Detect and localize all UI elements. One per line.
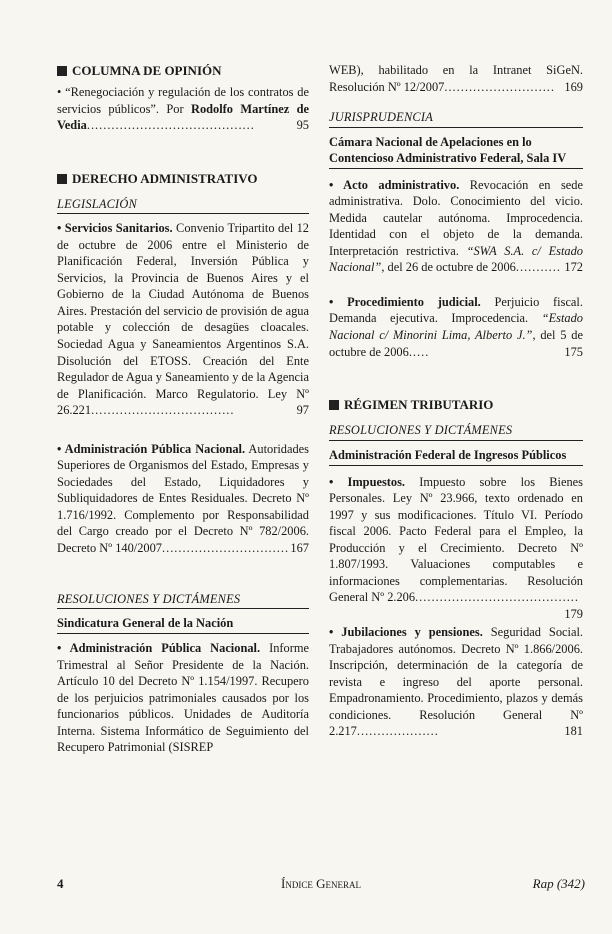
- entry-heading: • Acto administrativo.: [329, 177, 460, 192]
- entry-jubilaciones: • Jubilaciones y pensiones. Seguridad Social. Trabajadores autónomos. Decreto Nº 1.866/2006. Inscripción, determinación de la categoría de revista e ingreso del aporte personal. Empadronamiento. Procedimiento, plazos y demás condiciones. Resolución General Nº 2.217.................... 181: [329, 625, 583, 739]
- square-bullet-icon: [329, 400, 339, 410]
- left-column: [57, 62, 309, 756]
- entry-page: 172: [564, 260, 583, 275]
- entry-author: Rodolfo Martínez de Vedia: [57, 101, 309, 133]
- entry-servicios: • Servicios Sanitarios. Convenio Tripartito del 12 de octubre de 2006 entre el Ministerio de Planificación Federal, Inversión Pública y Servicios, la Provincia de Buenos Aires y el Gobierno de la Ciudad Autónoma de Buenos Aires. Prestación del servicio de provisión de agua potable y colección de desagües cloacales. Sociedad Agua y Saneamientos Argentinos S.A. Disolución del ETOSS. Creación del Ente Regulador de Agua y Saneamiento y de la Agencia de Planificación. Marco Regulatorio. Ley Nº 26.221................................... 97: [57, 221, 309, 418]
- right-column: [329, 62, 583, 740]
- entry-page: 169: [564, 79, 583, 94]
- entry-text: Convenio Tripartito del 12 de octubre de 2006 entre el Ministerio de Planificación Federal, Inversión Pública y Servicios, la Provincia de Buenos Aires y el Gobierno de la Ciudad Autónoma de Buenos Aires. Prestación del servicio de provisión de agua potable y colección de desagües cloacales. Sociedad Agua y Saneamientos Argentinos S.A. Disolución del ETOSS. Creación del Ente Regulador de Agua y Saneamiento y de la Agencia de Planificación. Marco Regulatorio. Ley Nº 26.221: [57, 221, 309, 418]
- section-title: COLUMNA DE OPINIÓN: [72, 63, 222, 78]
- entry-heading: • Procedimiento judicial.: [329, 294, 481, 309]
- entry-page: 179: [564, 607, 583, 622]
- section-title: DERECHO ADMINISTRATIVO: [72, 170, 258, 186]
- entry-text: Revocación en sede administrativa. Dolo. Conocimiento del vicio. Medida cautelar autónoma. Improcedencia. Identidad con el objeto de la demanda. Interpretación restrictiva.: [329, 177, 583, 258]
- entry-heading: • Jubilaciones y pensiones.: [329, 625, 483, 640]
- entry-text: Perjuicio fiscal. Demanda ejecutiva. Improcedencia.: [329, 294, 583, 326]
- entry-impuestos: • Impuestos. Impuesto sobre los Bienes Personales. Ley Nº 23.966, texto ordenado en 1997 y sus modificaciones. Título VI. Período fiscal 2006. Pacto Federal para el Empleo, la Producción y el Crecimiento. Decreto Nº 1.807/1993. Valuaciones computables e informaciones complementarias. Resolución General Nº 2.206........................................ 179: [329, 474, 583, 622]
- entry-page: 95: [296, 118, 309, 133]
- journal-issue: Rap (342): [532, 876, 585, 891]
- entry-text: WEB), habilitado en la Intranet SiGeN. Resolución Nº 12/2007: [329, 63, 583, 94]
- entry-text: Informe Trimestral al Señor Presidente de la Nación. Artículo 10 del Decreto Nº 1.154/1997. Recupero de los perjuicios patrimoniales causados por los funcionarios públicos. Unidades de Auditoría Interna. Sistema Informático de Seguimiento del Recupero Patrimonial (SISREP: [57, 641, 309, 755]
- subsection-resoluciones: RESOLUCIONES Y DICTÁMENES: [57, 591, 309, 610]
- entry-text: • “Renegociación y regulación de los contratos de servicios públicos”. Por: [57, 85, 309, 116]
- section-columna: [57, 62, 309, 80]
- entry-case: “SWA S.A. c/ Estado Nacional”: [329, 243, 583, 275]
- entry-case: “Estado Nacional c/ Minorini Lima, Alberto J.”: [329, 311, 583, 343]
- entry-text: Autoridades Superiores de Organismos del Estado, Empresas y Sociedades del Estado, Liquidadores y Subliquidadores de Entes Residuales. Decreto Nº 1.716/1992. Complemento por Responsabilidad del Cargo creado por el Decreto Nº 782/2006. Decreto Nº 140/2007: [57, 441, 309, 556]
- entry-administracion: • Administración Pública Nacional. Autoridades Superiores de Organismos del Estado, Empresas y Sociedades del Estado, Liquidadores y Subliquidadores de Entes Residuales. Decreto Nº 1.716/1992. Complemento por Responsabilidad del Cargo creado por el Decreto Nº 782/2006. Decreto Nº 140/2007............................... 167: [57, 441, 309, 556]
- section-title: RÉGIMEN TRIBUTARIO: [344, 397, 494, 413]
- subsection-jurisprudencia: JURISPRUDENCIA: [329, 109, 583, 128]
- entry-page: 97: [296, 403, 309, 418]
- entry-administracion-informe: [57, 640, 309, 756]
- entry-page: 167: [290, 541, 309, 556]
- square-bullet-icon: [57, 174, 67, 184]
- entry-acto: • Acto administrativo. Revocación en sede administrativa. Dolo. Conocimiento del vicio. Medida cautelar autónoma. Improcedencia. Identidad con el objeto de la demanda. Interpretación restrictiva. “SWA S.A. c/ Estado Nacional”, del 26 de octubre de 2006........... 172: [329, 177, 583, 275]
- organism-sindicatura: Sindicatura General de la Nación: [57, 615, 309, 634]
- entry-heading: • Administración Pública Nacional.: [57, 641, 261, 656]
- entry-continued: WEB), habilitado en la Intranet SiGeN. Resolución Nº 12/2007........................... 169: [329, 63, 583, 94]
- organism-camara: Cámara Nacional de Apelaciones en lo Contencioso Administrativo Federal, Sala IV: [329, 134, 583, 169]
- subsection-resoluciones-right: RESOLUCIONES Y DICTÁMENES: [329, 422, 583, 441]
- square-bullet-icon: [57, 66, 67, 76]
- running-title: Índice General: [281, 876, 361, 891]
- entry-columna: • “Renegociación y regulación de los contratos de servicios públicos”. Por Rodolfo Martínez de Vedia......................................... 95: [57, 85, 309, 133]
- entry-page: 175: [564, 344, 583, 359]
- entry-heading: • Impuestos.: [329, 474, 406, 489]
- entry-date: , del 26 de octubre de 2006: [381, 260, 516, 275]
- entry-heading: • Administración Pública Nacional.: [57, 441, 246, 456]
- entry-page: 181: [564, 724, 583, 739]
- page-number: 4: [57, 876, 64, 891]
- entry-procedimiento: • Procedimiento judicial. Perjuicio fiscal. Demanda ejecutiva. Improcedencia. “Estado Nacional c/ Minorini Lima, Alberto J.”, del 5 de octubre de 2006..... 175: [329, 294, 583, 359]
- entry-text: Seguridad Social. Trabajadores autónomos. Decreto Nº 1.866/2006. Inscripción, determinación de la categoría de revista e ingreso del aporte personal. Empadronamiento. Procedimiento, plazos y demás condiciones. Resolución General Nº 2.217: [329, 625, 583, 739]
- organism-afip: Administración Federal de Ingresos Públicos: [329, 447, 583, 466]
- subsection-legislacion: LEGISLACIÓN: [57, 196, 309, 215]
- section-regimen: [329, 396, 583, 414]
- section-derecho: [57, 170, 309, 188]
- entry-text: Impuesto sobre los Bienes Personales. Ley Nº 23.966, texto ordenado en 1997 y sus modificaciones. Título VI. Período fiscal 2006. Pacto Federal para el Empleo, la Producción y el Crecimiento. Decreto Nº 1.807/1993. Valuaciones computables e informaciones complementarias. Resolución General Nº 2.206: [329, 474, 583, 605]
- entry-date: , del 5 de octubre de 2006: [329, 328, 583, 359]
- entry-heading: • Servicios Sanitarios.: [57, 221, 173, 236]
